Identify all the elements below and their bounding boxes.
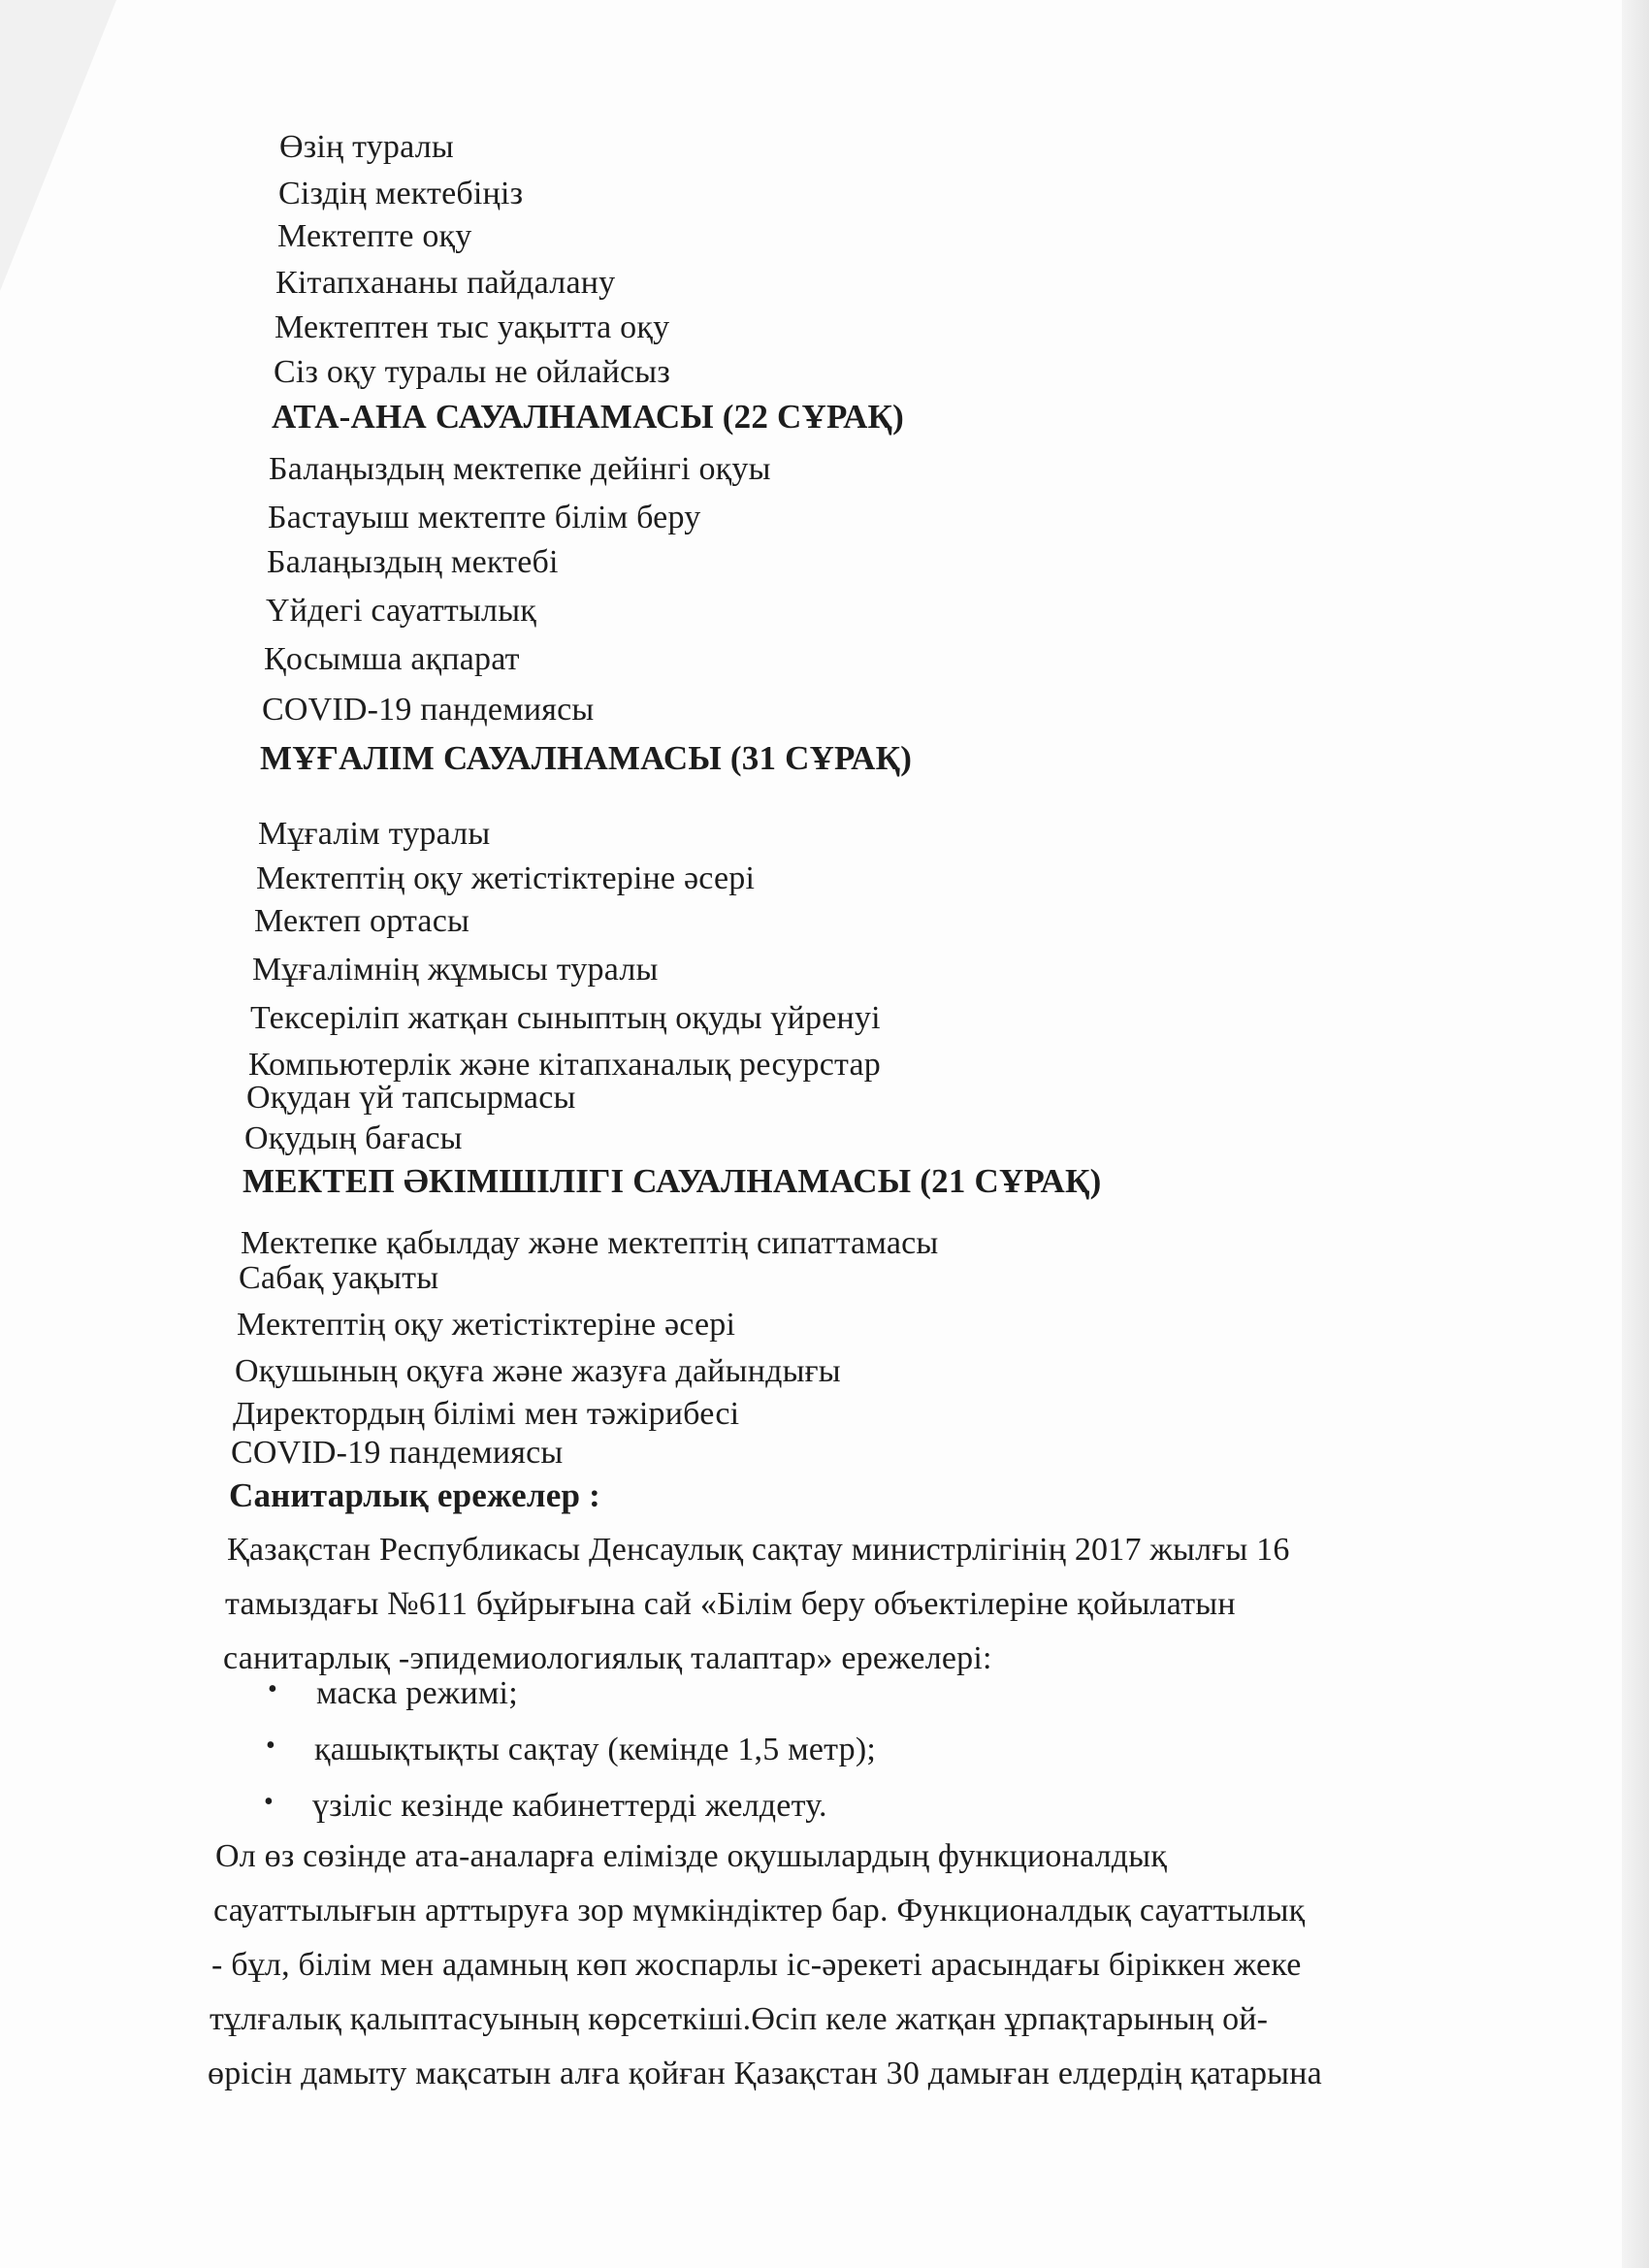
parent-section-item: Бастауыш мектепте білім беру <box>268 500 701 535</box>
admin-section-item: Оқушының оқуға және жазуға дайындығы <box>235 1353 841 1389</box>
teacher-section-item: Тексеріліп жатқан сыныптың оқуды үйренуі <box>250 1000 881 1036</box>
closing-paragraph-line: сауаттылығын арттыруға зор мүмкіндіктер бар. Функционалдық сауаттылық <box>213 1893 1306 1928</box>
parent-section-item: Балаңыздың мектепке дейінгі оқуы <box>269 451 771 487</box>
admin-questionnaire-heading: МЕКТЕП ӘКІМШІЛІГІ САУАЛНАМАСЫ (21 СҰРАҚ) <box>242 1162 1102 1200</box>
teacher-section-item: Оқудан үй тапсырмасы <box>246 1080 576 1116</box>
parent-section-item: Балаңыздың мектебі <box>267 544 559 580</box>
admin-section-item: Мектепке қабылдау және мектептің сипаттамасы <box>241 1225 939 1261</box>
teacher-section-item: Мұғалім туралы <box>258 816 491 852</box>
student-section-item: Сіз оқу туралы не ойлайсыз <box>274 354 670 390</box>
sanitary-rules-heading: Санитарлық ережелер : <box>229 1476 600 1514</box>
sanitary-rule-item: қашықтықты сақтау (кемінде 1,5 метр); <box>314 1732 877 1767</box>
teacher-questionnaire-heading: МҰҒАЛІМ САУАЛНАМАСЫ (31 СҰРАҚ) <box>260 739 913 777</box>
teacher-section-item: Мектеп ортасы <box>254 903 470 939</box>
parent-section-item: Үйдегі сауаттылық <box>266 593 536 629</box>
sanitary-rule-item: үзіліс кезінде кабинеттерді желдету. <box>312 1788 827 1824</box>
closing-paragraph-line: Ол өз сөзінде ата-аналарға елімізде оқушылардың функционалдық <box>215 1838 1168 1874</box>
student-section-item: Өзің туралы <box>279 129 454 165</box>
closing-paragraph-line: өрісін дамыту мақсатын алға қойған Қазақстан 30 дамыған елдердің қатарына <box>208 2056 1322 2091</box>
student-section-item: Кітапхананы пайдалану <box>275 265 616 301</box>
bullet-icon: • <box>266 1731 275 1761</box>
teacher-section-item: Мұғалімнің жұмысы туралы <box>252 952 659 988</box>
teacher-section-item: Мектептің оқу жетістіктеріне әсері <box>256 860 756 896</box>
parent-section-item: COVID-19 пандемиясы <box>262 692 595 728</box>
teacher-section-item: Компьютерлік және кітапханалық ресурстар <box>248 1047 881 1083</box>
bullet-icon: • <box>264 1787 274 1817</box>
parent-questionnaire-heading: АТА-АНА САУАЛНАМАСЫ (22 СҰРАҚ) <box>272 398 904 436</box>
sanitary-intro-line: санитарлық -эпидемиологиялық талаптар» ережелері: <box>223 1640 992 1676</box>
student-section-item: Мектептен тыс уақытта оқу <box>275 309 670 345</box>
admin-section-item: COVID-19 пандемиясы <box>231 1435 564 1471</box>
admin-section-item: Директордың білімі мен тәжірибесі <box>233 1396 740 1432</box>
bullet-icon: • <box>268 1674 277 1704</box>
sanitary-intro-line: тамыздағы №611 бұйрығына сай «Білім беру объектілеріне қойылатын <box>225 1586 1236 1622</box>
admin-section-item: Мектептің оқу жетістіктеріне әсері <box>237 1307 736 1343</box>
teacher-section-item: Оқудың бағасы <box>244 1120 463 1156</box>
sanitary-rule-item: маска режимі; <box>316 1675 518 1711</box>
closing-paragraph-line: тұлғалық қалыптасуының көрсеткіші.Өсіп келе жатқан ұрпақтарының ой- <box>210 2001 1269 2037</box>
admin-section-item: Сабақ уақыты <box>239 1260 439 1296</box>
closing-paragraph-line: - бұл, білім мен адамның көп жоспарлы іс-әрекеті арасындағы біріккен жеке <box>211 1947 1302 1983</box>
parent-section-item: Қосымша ақпарат <box>264 641 520 677</box>
sanitary-intro-line: Қазақстан Республикасы Денсаулық сақтау министрлігінің 2017 жылғы 16 <box>227 1532 1290 1568</box>
student-section-item: Мектепте оқу <box>277 218 472 254</box>
student-section-item: Сіздің мектебіңіз <box>278 176 524 211</box>
